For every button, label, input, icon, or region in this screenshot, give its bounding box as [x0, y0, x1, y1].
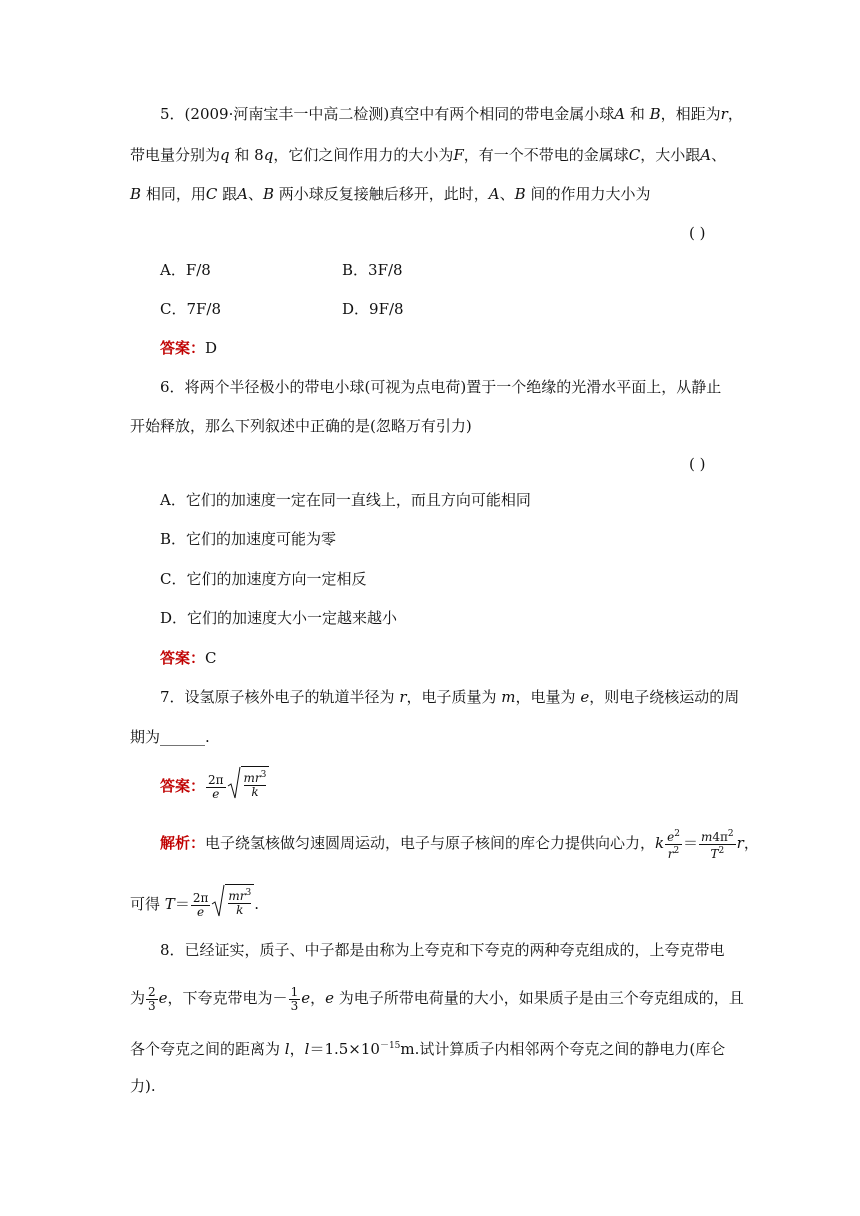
- q5-option-b: B．3F/8: [342, 261, 403, 279]
- answer-label: 答案：: [160, 339, 206, 357]
- answer-label: 答案：: [160, 649, 206, 667]
- q8-line2: 为 $\frac{2}{3}$ e，下夸克带电为－ $\frac{1}{3}$ e，e 为电子所带电荷量的大小，如果质子是由三个夸克组成的，且: [130, 984, 744, 1013]
- answer-label: 答案：: [160, 777, 206, 795]
- sqrt-mr3-over-k: $\frac{mr^3}{k}$: [227, 766, 270, 808]
- q5-answer: 答案：D: [160, 339, 218, 357]
- q8-line1: 8．已经证实，质子、中子都是由称为上夸克和下夸克的两种夸克组成的，上夸克带电: [160, 941, 725, 959]
- q7-line1: 7．设氢原子核外电子的轨道半径为 r，电子质量为 m，电量为 e，则电子绕核运动的周: [160, 688, 740, 706]
- formula-two-thirds: $\frac{2}{3}$: [148, 984, 156, 1013]
- q8-line4: 力).: [130, 1077, 156, 1095]
- formula-m4pi2-over-t2: $\frac{m4\pi^2}{T^2}$: [700, 828, 734, 861]
- q6-option-c: C．它们的加速度方向一定相反: [160, 570, 367, 588]
- q7-analysis: 解析：电子绕氢核做匀速圆周运动，电子与原子核间的库仑力提供向心力，k $\frac{e^2}{r^2}$ ＝ $\frac{m4\pi^2}{T^2}$ r，: [160, 828, 759, 861]
- q6-option-b: B．它们的加速度可能为零: [160, 530, 337, 548]
- q5-line2: 带电量分别为q 和 8q，它们之间作用力的大小为F，有一个不带电的金属球C，大小跟A、: [130, 146, 727, 164]
- q5-line1: 5．(2009·河南宝丰一中高二检测)真空中有两个相同的带电金属小球A 和 B，相距为r，: [160, 105, 743, 123]
- q7-line2: 期为______.: [130, 728, 210, 746]
- q5-line3: B 相同，用C 跟A、B 两小球反复接触后移开，此时，A、B 间的作用力大小为: [130, 185, 651, 203]
- q6-answer-paren: ( ): [689, 455, 706, 473]
- q6-line1: 6．将两个半径极小的带电小球(可视为点电荷)置于一个绝缘的光滑水平面上，从静止: [160, 378, 722, 396]
- formula-2pi-over-e: $\frac{2\pi}{e}$: [208, 772, 224, 801]
- q5-option-c: C．7F/8: [160, 300, 222, 318]
- q6-answer: 答案：C: [160, 649, 217, 667]
- formula-e2-over-r2: $\frac{e^2}{r^2}$: [667, 828, 680, 861]
- q6-line2: 开始释放，那么下列叙述中正确的是(忽略万有引力): [130, 417, 472, 435]
- q7-answer: [160, 766, 269, 808]
- q5-answer-paren: ( ): [689, 224, 706, 242]
- analysis-label: 解析：: [160, 834, 206, 852]
- q5-option-a: A．F/8: [160, 261, 211, 279]
- q8-line3: 各个夸克之间的距离为 l，$l=1.5\times 10^{-15}m$.试计算质子内相邻两个夸克之间的静电力(库仑: [130, 1040, 726, 1058]
- q5-option-d: D．9F/8: [342, 300, 404, 318]
- q7-result: 可得 T＝ $\frac{2\pi}{e}$ $\frac{mr^3}{k}$ .: [130, 884, 259, 926]
- q6-option-d: D．它们的加速度大小一定越来越小: [160, 609, 398, 627]
- formula-one-third: $\frac{1}{3}$: [290, 984, 299, 1013]
- sqrt-mr3-over-k-result: $\frac{mr^3}{k}$: [211, 884, 254, 926]
- formula-2pi-over-e-result: $\frac{2\pi}{e}$: [192, 890, 209, 919]
- q6-option-a: A．它们的加速度一定在同一直线上，而且方向可能相同: [160, 491, 531, 509]
